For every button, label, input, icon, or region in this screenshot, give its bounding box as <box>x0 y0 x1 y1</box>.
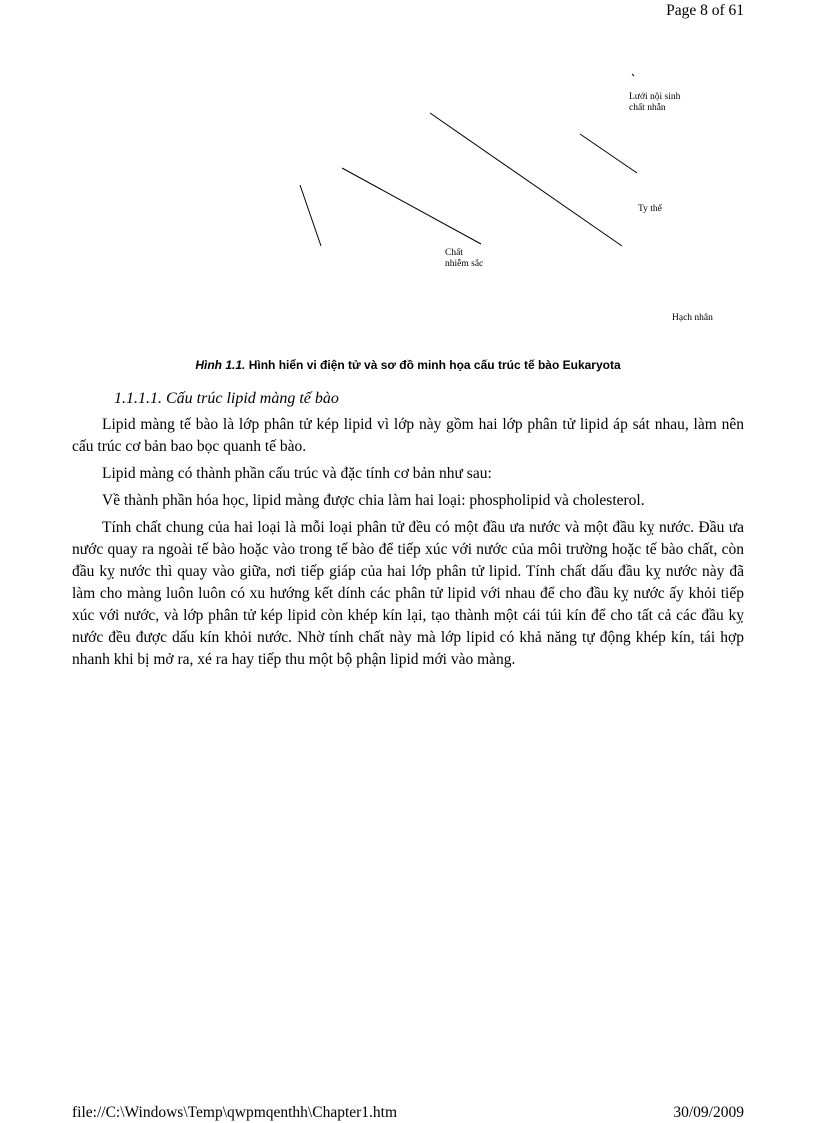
label-er: Lưới nội sinh chất nhẫn <box>629 92 681 113</box>
paragraph: Lipid màng có thành phần cấu trúc và đặc tính cơ bản như sau: <box>102 465 492 482</box>
leader-lines <box>0 60 816 330</box>
leader-line-4 <box>580 134 637 173</box>
file-path: file://C:\Windows\Temp\qwpmqenthh\Chapter1.htm <box>72 1104 398 1121</box>
label-nucleolus: Hạch nhân <box>672 313 713 323</box>
print-date: 30/09/2009 <box>673 1104 744 1121</box>
paragraph: Tính chất chung của hai loại là mỗi loại phân tử đều có một đầu ưa nước và một đầu kỵ nước. Đầu ưa nước quay ra ngoài tế bào hoặc vào trong tế bào để tiếp xúc với nước của môi trường hoặc tế bào chất, còn đầu kỵ nước thì quay vào giữa, nơi tiếp giáp của hai lớp phân tử lipid. Tính chất dấu đầu kỵ nước này đã làm cho màng luôn luôn có xu hướng kết dính các phân tử lipid với nhau để cho đầu kỵ nước ấy khỏi tiếp xúc với nước, và lớp phân tử kép lipid còn khép kín lại, tạo thành một cái túi kín để cho tất cả các đầu kỵ nước đều được dấu kín khỏi nước. Nhờ tính chất này mà lớp lipid có khả năng tự động khép kín, tái hợp nhanh khi bị mở ra, xé ra hay tiếp thu một bộ phận lipid mới vào màng. <box>72 519 744 668</box>
caption-prefix: Hình 1.1. <box>195 358 246 372</box>
page-number: Page 8 of 61 <box>666 2 744 19</box>
section-heading: 1.1.1.1. Cấu trúc lipid màng tế bào <box>114 390 339 407</box>
figure-caption <box>0 358 816 372</box>
tick-mark <box>632 74 634 76</box>
leader-line-1 <box>300 185 321 246</box>
label-mitochondria: Ty thể <box>638 204 662 214</box>
label-chromatin: Chất nhiễm sắc <box>445 248 484 269</box>
caption-text: Hình hiển vi điện tử và sơ đồ minh họa cấu trúc tế bào Eukaryota <box>245 358 621 372</box>
paragraph: Về thành phần hóa học, lipid màng được chia làm hai loại: phospholipid và cholesterol. <box>102 492 645 509</box>
leader-line-3 <box>430 113 622 246</box>
leader-line-2 <box>342 168 481 244</box>
section-body <box>72 414 744 676</box>
paragraph: Lipid màng tế bào là lớp phân tử kép lipid vì lớp này gồm hai lớp phân tử lipid áp sát nhau, làm nên cấu trúc cơ bản bao bọc quanh tế bào. <box>72 416 744 455</box>
cell-figure <box>0 60 816 330</box>
